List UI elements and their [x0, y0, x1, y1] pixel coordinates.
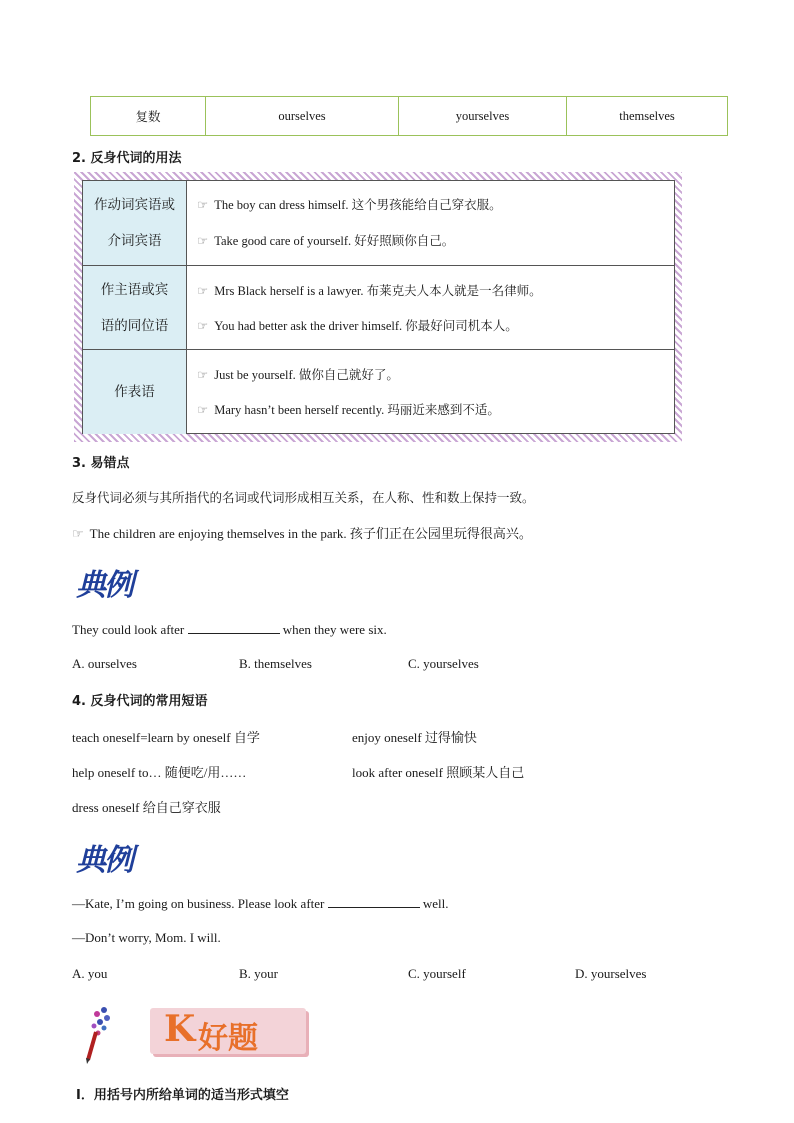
usage-label	[83, 181, 187, 265]
usage-example: ☞ Mary hasn’t been herself recently. 玛丽近来感到不适。	[197, 403, 500, 417]
phrase-item: help oneself to… 随便吃/用……	[72, 765, 247, 780]
usage-label	[83, 350, 187, 434]
usage-example: ☞ The boy can dress himself. 这个男孩能给自己穿衣服。	[197, 198, 502, 212]
usage-label-line: 作表语	[114, 384, 155, 400]
q1-stem: They could look after when they were six.	[72, 622, 387, 637]
banner-k: K	[164, 1008, 196, 1050]
q1-option: B. themselves	[239, 656, 312, 671]
q1-option: A. ourselves	[72, 656, 137, 671]
section4-heading: 4. 反身代词的常用短语	[72, 694, 208, 709]
section-I-heading: I．用括号内所给单词的适当形式填空	[76, 1088, 289, 1103]
phrase-item: teach oneself=learn by oneself 自学	[72, 730, 260, 745]
section2-heading: 2. 反身代词的用法	[72, 151, 182, 166]
q2-line2: —Don’t worry, Mom. I will.	[72, 930, 221, 945]
plural-ourselves: ourselves	[206, 97, 399, 135]
usage-row	[83, 181, 674, 266]
usage-label	[83, 266, 187, 349]
q2-option: B. your	[239, 966, 278, 981]
answer-blank	[328, 895, 420, 908]
q2-option: A. you	[72, 966, 108, 981]
phrase-item: dress oneself 给自己穿衣服	[72, 800, 221, 815]
q2-line1: —Kate, I’m going on business. Please look after well.	[72, 896, 449, 911]
phrase-item: look after oneself 照顾某人自己	[352, 765, 525, 780]
usage-example: ☞ Mrs Black herself is a lawyer. 布莱克夫人本人就是一名律师。	[197, 284, 542, 298]
usage-label-line: 介词宾语	[107, 233, 162, 249]
usage-label-line: 作动词宾语或	[94, 197, 175, 213]
usage-row	[83, 266, 674, 350]
plural-themselves: themselves	[619, 108, 675, 123]
pointing-hand-icon: ☞	[197, 368, 209, 382]
usage-example: ☞ Just be yourself. 做你自己就好了。	[197, 368, 399, 382]
plural-yourselves: yourselves	[399, 97, 567, 135]
pointing-hand-icon: ☞	[72, 526, 84, 541]
usage-row	[83, 350, 674, 434]
section3-example: ☞ The children are enjoying themselves in the park. 孩子们正在公园里玩得很高兴。	[72, 526, 532, 541]
usage-table	[82, 180, 675, 434]
pointing-hand-icon: ☞	[197, 284, 209, 298]
answer-blank	[188, 621, 280, 634]
q2-option: D. yourselves	[575, 966, 647, 981]
usage-example: ☞ Take good care of yourself. 好好照顾你自己。	[197, 234, 455, 248]
pointing-hand-icon: ☞	[197, 319, 209, 333]
section3-heading: 3. 易错点	[72, 456, 130, 471]
usage-example: ☞ You had better ask the driver himself. 你最好问司机本人。	[197, 319, 518, 333]
example-logo: 典例	[76, 568, 132, 603]
q2-option: C. yourself	[408, 966, 466, 981]
plural-table	[90, 96, 728, 136]
pointing-hand-icon: ☞	[197, 198, 209, 212]
example-logo: 典例	[76, 843, 132, 878]
usage-label-line: 作主语或宾	[100, 281, 169, 298]
plural-label: 复数	[91, 97, 206, 135]
usage-label-line: 语的同位语	[100, 317, 169, 334]
banner-text: 好题	[198, 1021, 258, 1056]
q1-option: C. yourselves	[408, 656, 479, 671]
pointing-hand-icon: ☞	[197, 234, 209, 248]
pen-icon	[82, 1002, 116, 1064]
phrase-item: enjoy oneself 过得愉快	[352, 730, 477, 745]
section3-text: 反身代词必须与其所指代的名词或代词形成相互关系，在人称、性和数上保持一致。	[72, 490, 535, 505]
pointing-hand-icon: ☞	[197, 403, 209, 417]
good-question-banner	[150, 1008, 306, 1054]
